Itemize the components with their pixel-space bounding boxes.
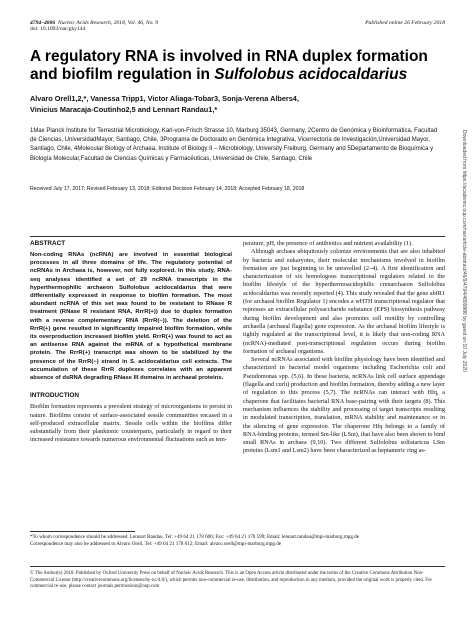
footnote-alt-corresponding: Correspondence may also be addressed to Alvaro Orell. Tel: +49 64 21 178 612; Email: alvaro.orell@mpi-marburg.mpg.de bbox=[30, 541, 282, 547]
divider bbox=[30, 236, 445, 237]
running-header bbox=[30, 20, 445, 42]
left-column bbox=[30, 240, 232, 445]
authors-line-1: Alvaro Orell1,2,*, Vanessa Tripp1, Victor Aliaga-Tobar3, Sonja-Verena Albers4, bbox=[30, 94, 299, 103]
article-title bbox=[30, 48, 445, 84]
introduction-heading: INTRODUCTION bbox=[30, 392, 79, 400]
intro-paragraph: Biofilm formation represents a prevalent strategy of microorganisms to persist in nature. Biofilms consist of surface-associated sessile communities encased in a self-produced extracellular matrix. Sessile cells within the biofilms differ substantially from their planktonic counterparts, particularly in regard to their increased resistance towards numerous environmental fluctuations such as tem- bbox=[30, 403, 232, 444]
published-date: Published online 26 February 2018 bbox=[365, 20, 445, 26]
header-left bbox=[30, 20, 158, 32]
paragraph: Although archaea ubiquitously colonize environments that are also inhabited by bacteria and eukaryotes, their molecular mechanisms involved in biofilm formation are just beginning to be unravelled (2–4). A first identification and characterization of six homologous transcriptional regulators related to the biofilm lifestyle of the hyperthermoacidophilic crenarchaeon Sulfolobus acidocaldarius was recently reported (4). This study revealed that the gene abfR1 (for archaeal biofilm Regulator 1) encodes a wHTH transcriptional regulator that represses an extracellular polysaccharide substance (EPS) biosynthesis pathway during biofilm development and also promotes cell motility by controlling archaella (archaeal flagella) gene expression. As the archaeal biofilm lifestyle is tightly regulated at the transcriptional level, it is likely that non-coding RNA (ncRNA)-mediated post-transcriptional regulation occurs during biofilm formation of archaeal organisms. bbox=[243, 248, 445, 355]
title-species: Sulfolobus acidocaldarius bbox=[214, 66, 408, 83]
download-sidebar bbox=[461, 130, 469, 550]
journal-name: Nucleic Acids Research, 2018, Vol. 46, No. 9 bbox=[57, 20, 159, 26]
right-column bbox=[243, 240, 445, 456]
paragraph-continued: perature, pH, the presence of antibiotics and nutrient availability (1). bbox=[243, 240, 413, 247]
abstract-text: Non-coding RNAs (ncRNA) are involved in essential biological processes in all three domains of life. The regulatory potential of ncRNAs in Archaea is, however, not fully explored. In this study, RNA-seq analyses identified a set of 29 ncRNA transcripts in the hyperthermophilic archaeon Sulfolobus acidocaldarius that were differentially expressed in response to biofilm formation. The most abundant ncRNA of this set was found to be resistant to RNase R treatment (RNase R resistant RNA, RrrR(+)) due to duplex formation with a reverse complementary RNA (RrrR(−)). The deletion of the RrrR(+) gene resulted in significantly impaired biofilm formation, while its overproduction increased biofilm yield. RrrR(+) was found to act as an antisense RNA against the mRNA of a hypothetical membrane protein. The RrrR(+) transcript was shown to be stabilized by the presence of the RrrR(−) strand in S. acidocaldarius cell extracts. The accumulation of these RrrR duplexes correlates with an apparent absence of dsRNA degrading RNase III domains in archaeal proteins. bbox=[30, 252, 232, 382]
footnote-corresponding: *To whom correspondence should be addressed. Lennart Randau. Tel: +49 64 21 178 600; Fax: +49 64 21 178 599; Email: lennart.randau@mpi-marburg.mpg.de bbox=[30, 534, 359, 540]
footnotes bbox=[30, 534, 445, 548]
page-range: 4794–4806 bbox=[30, 20, 56, 26]
author-list bbox=[30, 93, 445, 115]
title-main: A regulatory RNA is involved in RNA duplex formation and biofilm regulation in bbox=[30, 48, 428, 83]
abstract-heading: ABSTRACT bbox=[30, 240, 66, 247]
authors-line-2: Vinicius Maracaja-Coutinho2,5 and Lennart Randau1,* bbox=[30, 105, 218, 114]
footnote-divider bbox=[30, 531, 135, 532]
right-column-body bbox=[243, 240, 445, 456]
copyright-divider bbox=[30, 566, 445, 567]
copyright-notice: © The Author(s) 2018. Published by Oxford University Press on behalf of Nucleic Acids Research. This is an Open Access article distributed under the terms of the Creative Commons Attribution Non-Commercial License (http://creativecommons.org/licenses/by-nc/4.0/), which permits non-commercial re-use, distribution, and reproduction in any medium, provided the original work is properly cited. For commercial re-use, please contact journals.permissions@oup.com bbox=[30, 571, 433, 590]
download-note[interactable]: Downloaded from https://academic.oup.com/nar/article-abstract/46/9/4794/4899986 by guest on 10 July 2020 bbox=[461, 130, 467, 372]
affiliations: 1Max Planck Institute for Terrestrial Microbiology, Karl-von-Frisch Strasse 10, Marburg 35043, Germany, 2Centro de Genómica y Bioinformática, Facultad de Ciencias, UniversidadMayor, Santiago, Chile, 3Programa de Doctorado en Genómica Integrativa, Vicerrectoría de Investigación,Universidad Mayor, Santiago, Chile, 4Molecular Biology of Archaea, Institute of Biology II – Microbiology, University Freiburg, Germany and 5Departamento de Bioquímica y Biología Molecular,Facultad de Ciencias Químicas y Farmacéuticas, Universidad de Chile, Santiago, Chile bbox=[30, 128, 438, 162]
introduction-body bbox=[30, 403, 232, 444]
paragraph: Several ncRNAs associated with biofilm physiology have been identified and characterized in bacterial model organisms including Escherichia coli and Pseudomonas spp. (5,6). In these bacteria, ncRNAs link cell surface appendage (flagella and curli) production and biofilm formation, thereby adding a new layer of regulation to this process (5,7). The ncRNAs can interact with Hfq, a chaperone that facilitates bacterial RNA base-pairing with their targets (8). This mechanism influences the stability and processing of target transcripts resulting in modulated transcription, translation, mRNA stability and maintenance or in the silencing of gene expression. The chaperone Hfq belongs to a family of RNA-binding proteins, termed Sm-like (LSm), that have also been shown to bind small RNAs in archaea (9,10). Two different Sulfolobus solfataricus LSm proteins (Lsm1 and Lsm2) have been characterized as heptameric ring as- bbox=[243, 356, 445, 455]
received-dates: Received July 17, 2017; Revised February 13, 2018; Editorial Decision February 14, 2018; Accepted February 18, 2018 bbox=[30, 186, 305, 192]
doi[interactable]: doi: 10.1093/nar/gky144 bbox=[30, 26, 86, 32]
